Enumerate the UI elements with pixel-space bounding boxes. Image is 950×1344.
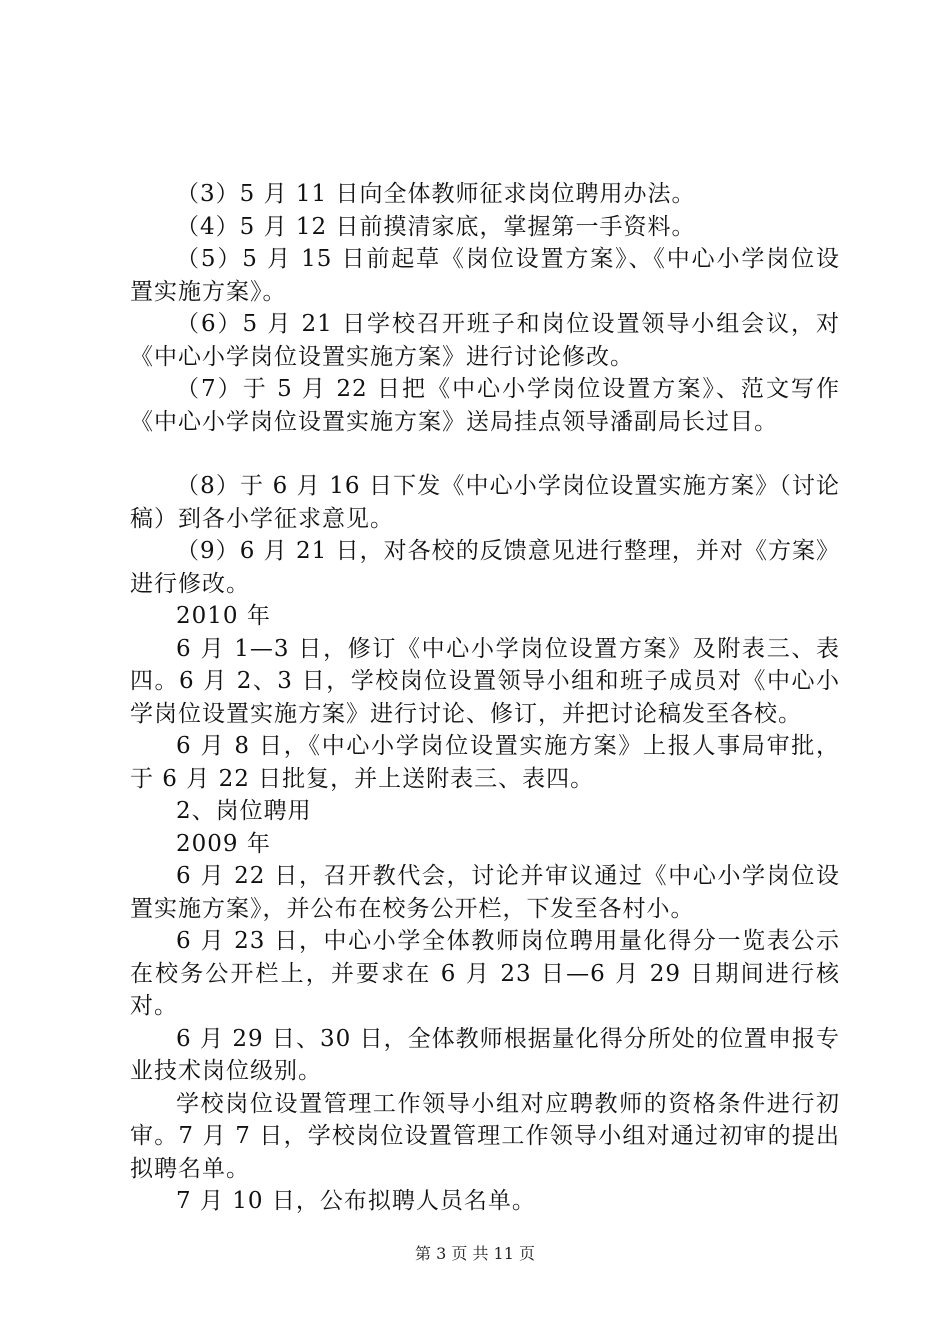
paragraph-application: 6 月 29 日、30 日，全体教师根据量化得分所处的位置申报专业技术岗位级别。 [130,1025,840,1084]
paragraph-item-4: （4）5 月 12 日前摸清家底，掌握第一手资料。 [176,213,696,240]
paragraph-item-7: （7）于 5 月 22 日把《中心小学岗位设置方案》、范文写作《中心小学岗位设置实施方案》送局挂点领导潘副局长过目。 [130,376,840,435]
paragraph-congress: 6 月 22 日，召开教代会，讨论并审议通过《中心小学岗位设置实施方案》，并公布在校务公开栏，下发至各村小。 [130,863,840,922]
paragraph-item-8: （8）于 6 月 16 日下发《中心小学岗位设置实施方案》（讨论稿）到各小学征求意见。 [130,473,840,532]
paragraph-item-9: （9）6 月 21 日，对各校的反馈意见进行整理，并对《方案》进行修改。 [130,538,840,597]
paragraph-item-6: （6）5 月 21 日学校召开班子和岗位设置领导小组会议，对《中心小学岗位设置实施方案》进行讨论修改。 [130,311,840,370]
paragraph-approval: 6 月 8 日，《中心小学岗位设置实施方案》上报人事局审批，于 6 月 22 日批复，并上送附表三、表四。 [130,733,840,792]
section-heading-hiring: 2、岗位聘用 [176,798,312,824]
paragraph-announcement: 7 月 10 日，公布拟聘人员名单。 [176,1188,536,1214]
page-footer [0,1244,950,1264]
year-heading-2010: 2010 年 [176,603,271,629]
document-body [130,178,840,1218]
year-heading-2009: 2009 年 [176,830,271,857]
paragraph-revision: 6 月 1—3 日，修订《中心小学岗位设置方案》及附表三、表四。6 月 2、3 日，学校岗位设置领导小组和班子成员对《中心小学岗位设置实施方案》进行讨论、修订，并把讨论稿发至各校。 [130,635,840,727]
page-number-label: 第 3 页 共 11 页 [415,1244,535,1263]
paragraph-item-3: （3）5 月 11 日向全体教师征求岗位聘用办法。 [176,181,696,207]
paragraph-review: 学校岗位设置管理工作领导小组对应聘教师的资格条件进行初审。7 月 7 日，学校岗位设置管理工作领导小组对通过初审的提出拟聘名单。 [130,1090,840,1182]
paragraph-publicity: 6 月 23 日，中心小学全体教师岗位聘用量化得分一览表公示在校务公开栏上，并要求在 6 月 23 日—6 月 29 日期间进行核对。 [130,928,840,1019]
paragraph-item-5: （5）5 月 15 日前起草《岗位设置方案》、《中心小学岗位设置实施方案》。 [130,246,840,305]
